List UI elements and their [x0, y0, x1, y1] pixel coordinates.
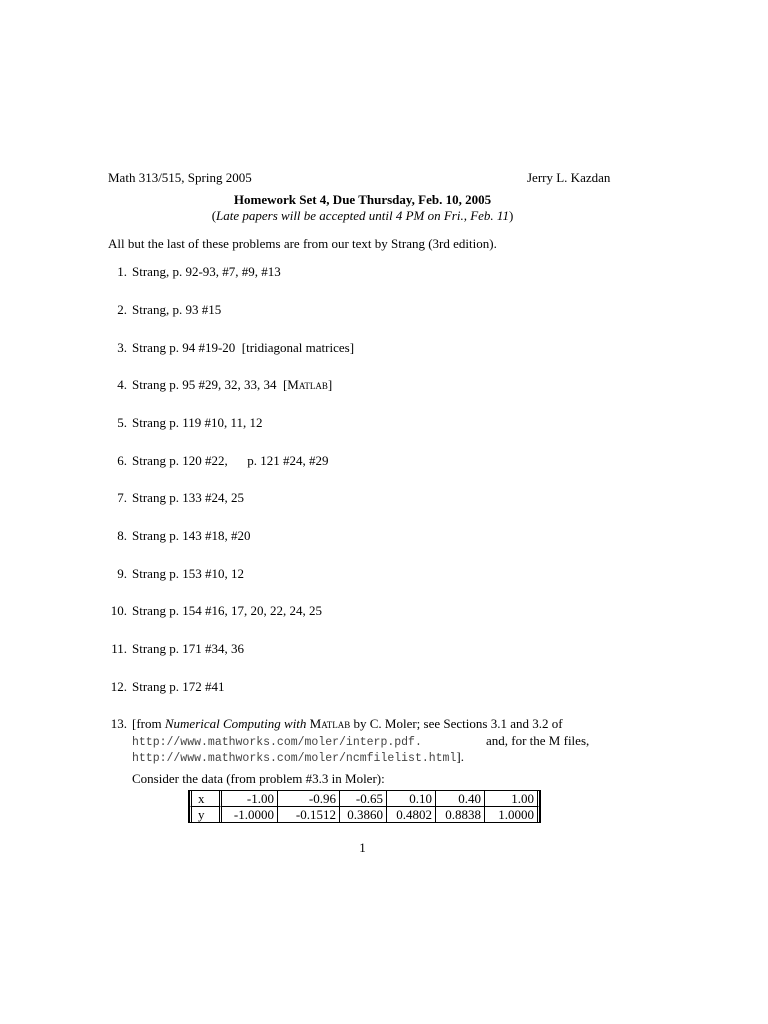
table-cell: 1.00: [484, 791, 540, 806]
data-table: [188, 790, 541, 823]
table-cell: -0.1512: [277, 806, 339, 822]
ncmfilelist-link[interactable]: http://www.mathworks.com/moler/ncmfilelist.html: [132, 752, 457, 765]
problem-number: 7.: [117, 490, 127, 505]
problem-text: Strang p. 153 #10, 12: [132, 566, 244, 581]
problem-number: 8.: [117, 528, 127, 543]
problem-13-line-2: http://www.mathworks.com/moler/interp.pdf. and, for the M files,: [132, 733, 590, 749]
problem-number: 10.: [110, 603, 127, 618]
problem-text: Strang p. 119 #10, 11, 12: [132, 415, 263, 430]
problem-item: [108, 415, 263, 431]
problem-item: [108, 453, 329, 469]
problem-number: 9.: [117, 566, 127, 581]
problem-number: 2.: [117, 302, 127, 317]
problem-item: [108, 264, 281, 280]
problem-item: [108, 302, 222, 318]
problem-number: 13.: [110, 716, 127, 731]
late-policy-note: (Late papers will be accepted until 4 PM on Fri., Feb. 11): [211, 208, 514, 223]
problem-text: Strang p. 94 #19-20 [tridiagonal matrices]: [132, 340, 355, 355]
table-cell: 0.40: [435, 791, 484, 806]
problem-text: Strang, p. 92-93, #7, #9, #13: [132, 264, 281, 279]
problem-number: 11.: [111, 641, 127, 656]
table-row: [189, 791, 540, 806]
problem-item: [108, 490, 244, 506]
author-header: Jerry L. Kazdan: [527, 170, 611, 185]
table-cell: 1.0000: [484, 806, 540, 822]
problem-number: 12.: [110, 679, 127, 694]
problem-text: Strang p. 171 #34, 36: [132, 641, 244, 656]
problem-number: 3.: [117, 340, 127, 355]
problem-text: Strang p. 120 #22, p. 121 #24, #29: [132, 453, 329, 468]
problem-number: 4.: [117, 377, 127, 392]
problem-item: [108, 603, 322, 619]
table-cell: -1.0000: [219, 806, 277, 822]
problem-text: Strang, p. 93 #15: [132, 302, 222, 317]
problem-item: [108, 340, 355, 356]
problem-item: [108, 716, 127, 732]
problem-item: [108, 566, 244, 582]
problem-number: 1.: [117, 264, 127, 279]
problem-item: [108, 679, 225, 695]
problem-text: Strang p. 172 #41: [132, 679, 225, 694]
x-label: x: [189, 791, 219, 806]
table-cell: -0.65: [339, 791, 386, 806]
table-cell: -0.96: [277, 791, 339, 806]
y-label: y: [189, 806, 219, 822]
problem-text: Strang p. 154 #16, 17, 20, 22, 24, 25: [132, 603, 322, 618]
problem-number: 6.: [117, 453, 127, 468]
problem-item: [108, 528, 251, 544]
consider-data-text: Consider the data (from problem #3.3 in Moler):: [132, 771, 385, 786]
problem-13-line-1: [from Numerical Computing with Matlab by C. Moler; see Sections 3.1 and 3.2 of: [132, 716, 563, 731]
table-cell: 0.8838: [435, 806, 484, 822]
course-header: Math 313/515, Spring 2005: [108, 170, 252, 185]
problem-number: 5.: [117, 415, 127, 430]
table-cell: 0.4802: [386, 806, 435, 822]
table-cell: -1.00: [219, 791, 277, 806]
problem-item: [108, 641, 244, 657]
intro-paragraph: All but the last of these problems are from our text by Strang (3rd edition).: [108, 236, 497, 251]
problem-text: Strang p. 95 #29, 32, 33, 34 [Matlab]: [132, 377, 333, 392]
table-cell: 0.3860: [339, 806, 386, 822]
page-number: 1: [359, 840, 366, 855]
problem-text: Strang p. 133 #24, 25: [132, 490, 244, 505]
interp-pdf-link[interactable]: http://www.mathworks.com/moler/interp.pdf.: [132, 736, 422, 749]
table-row: [189, 806, 540, 822]
table-cell: 0.10: [386, 791, 435, 806]
document-title: Homework Set 4, Due Thursday, Feb. 10, 2005: [233, 192, 492, 207]
problem-13-line-3: http://www.mathworks.com/moler/ncmfilelist.html].: [132, 749, 464, 765]
problem-item: [108, 377, 333, 393]
problem-text: Strang p. 143 #18, #20: [132, 528, 251, 543]
